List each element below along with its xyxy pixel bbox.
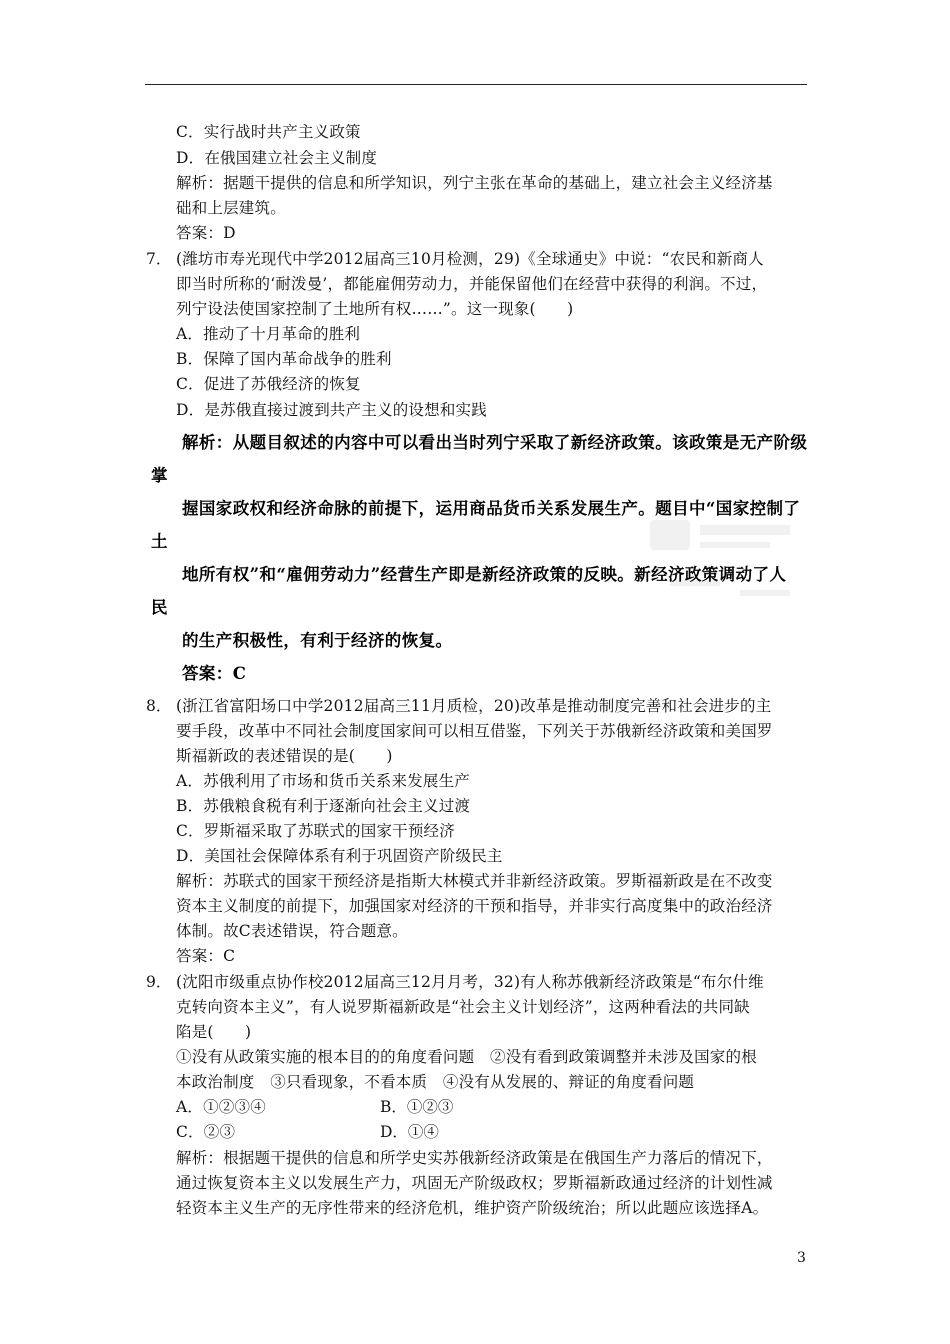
watermark-logo xyxy=(640,500,810,620)
q8-option-b: B．苏俄粮食税有利于逐渐向社会主义过渡 xyxy=(176,797,471,815)
q8-solution-line-1: 解析：苏联式的国家干预经济是指斯大林模式并非新经济政策。罗斯福新政是在不改变 xyxy=(176,872,773,890)
q8-number: 8． xyxy=(146,697,172,715)
q8-stem-line-2: 要手段，改革中不同社会制度国家间可以相互借鉴，下列关于苏俄新经济政策和美国罗 xyxy=(176,722,773,740)
q9-option-b: B．①②③ xyxy=(380,1098,454,1116)
q9-option-d: D．①④ xyxy=(380,1123,439,1141)
q8-option-a: A．苏俄利用了市场和货币关系来发展生产 xyxy=(176,772,470,790)
q7-solution-bold-line-4: 的生产积极性，有利于经济的恢复。 xyxy=(182,631,453,650)
q7-stem-line-1: (潍坊市寿光现代中学2012届高三10月检测，29)《全球通史》中说：“农民和新商人 xyxy=(176,250,764,268)
q9-statements-line-2: 本政治制度 ③只看现象，不看本质 ④没有从发展的、辩证的角度看问题 xyxy=(176,1073,695,1091)
q9-stem-line-3: 陷是( ) xyxy=(176,1023,252,1041)
q8-solution-line-3: 体制。故C表述错误，符合题意。 xyxy=(176,922,408,940)
q7-solution-bold-wrap-3: 民 xyxy=(151,598,168,617)
q7-solution-bold-line-1: 解析：从题目叙述的内容中可以看出当时列宁采取了新经济政策。该政策是无产阶级 xyxy=(182,433,808,452)
header-rule xyxy=(145,84,807,85)
q9-solution-line-2: 通过恢复资本主义以发展生产力，巩固无产阶级政权；罗斯福新政通过经济的计划性减 xyxy=(176,1174,773,1192)
q6-solution-line-2: 础和上层建筑。 xyxy=(176,199,286,217)
q9-option-c: C．②③ xyxy=(176,1123,236,1141)
q9-stem-line-1: (沈阳市级重点协作校2012届高三12月月考，32)有人称苏俄新经济政策是“布尔什维 xyxy=(176,973,764,991)
q7-option-b: B．保障了国内革命战争的胜利 xyxy=(176,350,392,368)
q9-statements-line-1: ①没有从政策实施的根本目的的角度看问题 ②没有看到政策调整并未涉及国家的根 xyxy=(176,1048,757,1066)
q7-option-d: D．是苏俄直接过渡到共产主义的设想和实践 xyxy=(176,401,487,419)
page-number: 3 xyxy=(797,1250,806,1266)
q7-solution-bold-wrap-2: 土 xyxy=(151,532,168,551)
q9-stem-line-2: 克转向资本主义”，有人说罗斯福新政是“社会主义计划经济”，这两种看法的共同缺 xyxy=(176,998,750,1016)
q7-option-a: A．推动了十月革命的胜利 xyxy=(176,325,361,343)
q7-stem-line-3: 列宁设法使国家控制了土地所有权……”。这一现象( ) xyxy=(176,300,574,318)
q6-option-d: D．在俄国建立社会主义制度 xyxy=(176,149,378,167)
q9-solution-line-1: 解析：根据题干提供的信息和所学史实苏俄新经济政策是在俄国生产力落后的情况下， xyxy=(176,1149,773,1167)
q9-solution-line-3: 轻资本主义生产的无序性带来的经济危机，维护资产阶级统治；所以此题应该选择A。 xyxy=(176,1199,769,1217)
q7-answer-bold: 答案：C xyxy=(182,664,247,683)
q9-number: 9． xyxy=(146,973,172,991)
q6-solution-line-1: 解析：据题干提供的信息和所学知识，列宁主张在革命的基础上，建立社会主义经济基 xyxy=(176,174,773,192)
q7-stem-line-2: 即当时所称的‘耐泼曼’，都能雇佣劳动力，并能保留他们在经营中获得的利润。不过， xyxy=(176,275,768,293)
q8-stem-line-3: 斯福新政的表述错误的是( ) xyxy=(176,747,393,765)
q8-stem-line-1: (浙江省富阳场口中学2012届高三11月质检，20)改革是推动制度完善和社会进步的主 xyxy=(176,697,772,715)
q8-option-d: D．美国社会保障体系有利于巩固资产阶级民主 xyxy=(176,847,503,865)
q8-answer: 答案：C xyxy=(176,947,236,965)
q7-solution-bold-line-2: 握国家政权和经济命脉的前提下，运用商品货币关系发展生产。题目中“国家控制了 xyxy=(182,499,801,518)
q8-option-c: C．罗斯福采取了苏联式的国家干预经济 xyxy=(176,822,455,840)
q6-option-c: C．实行战时共产主义政策 xyxy=(176,123,361,141)
q6-answer: 答案：D xyxy=(176,224,236,242)
q9-option-a: A．①②③④ xyxy=(176,1098,266,1116)
q7-solution-bold-line-3: 地所有权”和“雇佣劳动力”经营生产即是新经济政策的反映。新经济政策调动了人 xyxy=(182,565,787,584)
q8-solution-line-2: 资本主义制度的前提下，加强国家对经济的干预和指导，并非实行高度集中的政治经济 xyxy=(176,897,773,915)
q7-number: 7． xyxy=(146,250,172,268)
q7-solution-bold-wrap-1: 掌 xyxy=(151,466,168,485)
q7-option-c: C．促进了苏俄经济的恢复 xyxy=(176,375,361,393)
